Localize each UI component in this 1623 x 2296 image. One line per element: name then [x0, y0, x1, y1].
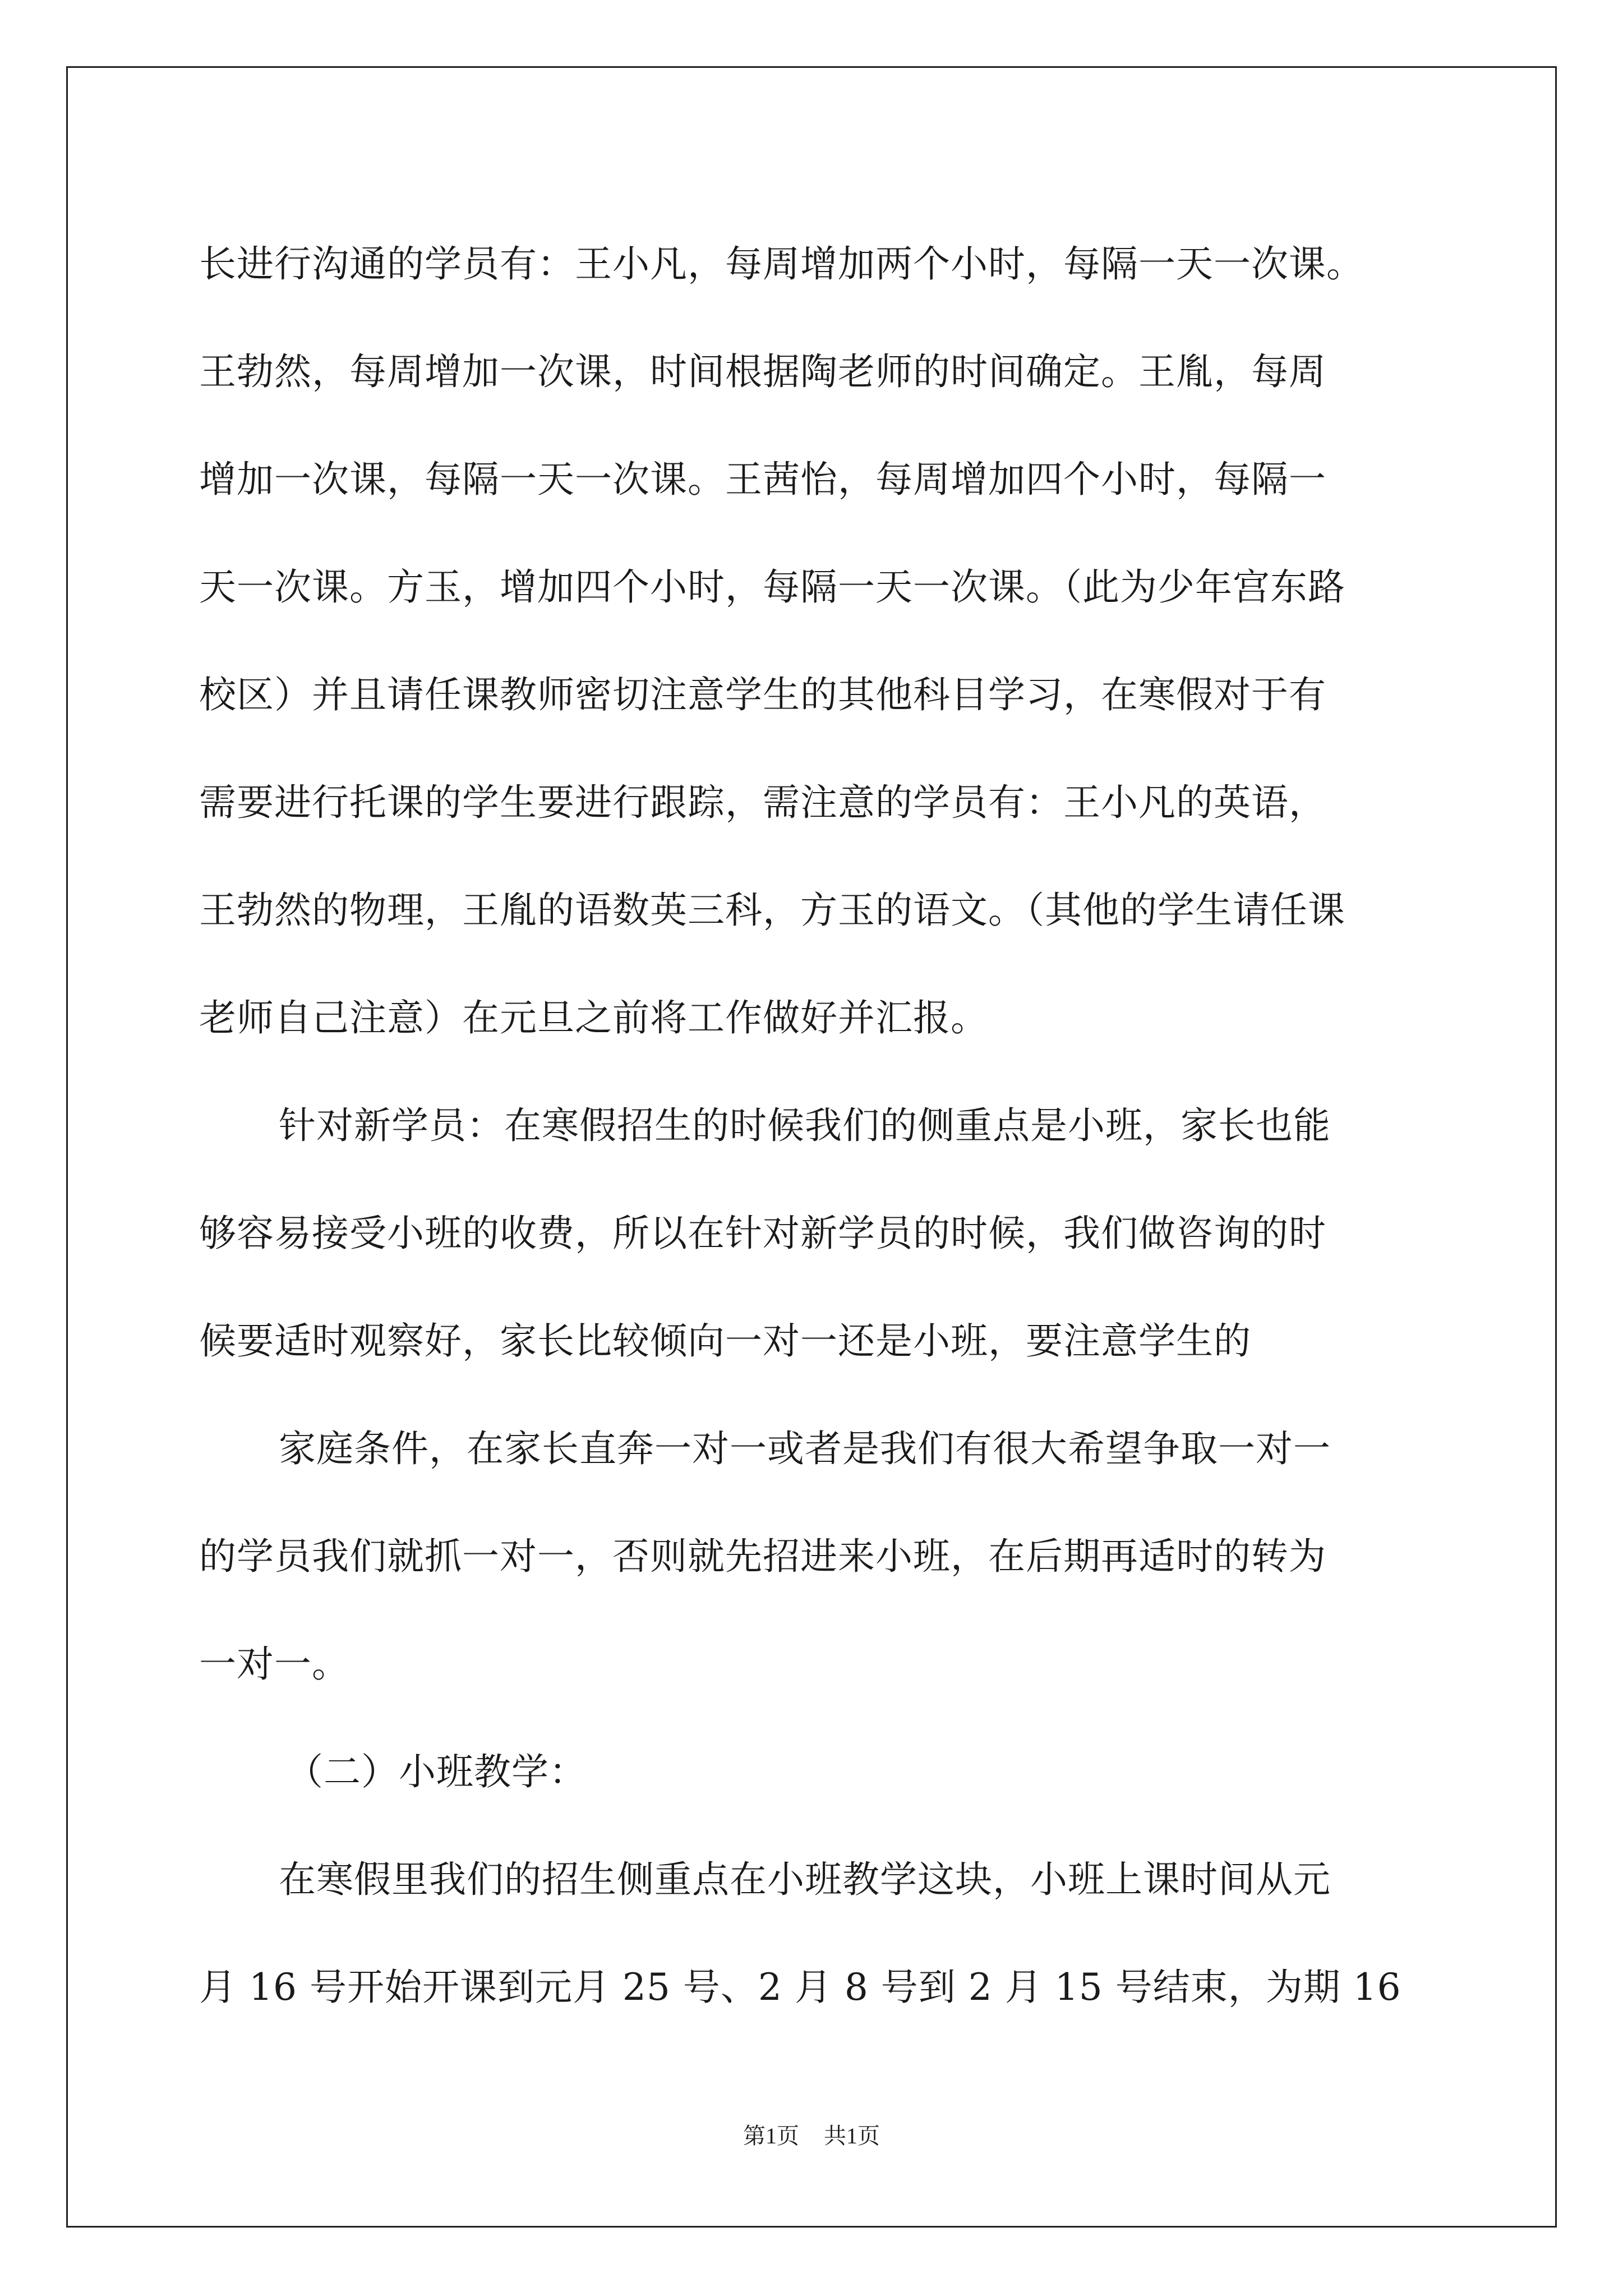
text-line: 够容易接受小班的收费，所以在针对新学员的时候，我们做咨询的时 [199, 1212, 1326, 1255]
section-heading: （二）小班教学： [286, 1750, 587, 1793]
text-line: 老师自己注意）在元旦之前将工作做好并汇报。 [199, 996, 988, 1039]
page-number-current: 第1页 [743, 2123, 799, 2148]
text-line: 需要进行托课的学生要进行跟踪，需注意的学员有：王小凡的英语， [199, 781, 1326, 824]
text-line: 长进行沟通的学员有：王小凡，每周增加两个小时，每隔一天一次课。 [199, 242, 1364, 286]
text-line: 月 16 号开始开课到元月 25 号、2 月 8 号到 2 月 15 号结束，为期 16 [199, 1966, 1401, 2009]
paragraph-start-line: 在寒假里我们的招生侧重点在小班教学这块，小班上课时间从元 [279, 1858, 1331, 1901]
text-line: 王勃然，每周增加一次课，时间根据陶老师的时间确定。王胤，每周 [199, 350, 1326, 393]
text-line: 校区）并且请任课教师密切注意学生的其他科目学习，在寒假对于有 [199, 673, 1326, 716]
page-footer [0, 2119, 1623, 2153]
paragraph-start-line: 针对新学员：在寒假招生的时候我们的侧重点是小班，家长也能 [279, 1104, 1331, 1147]
text-line: 增加一次课，每隔一天一次课。王茜怡，每周增加四个小时，每隔一 [199, 458, 1326, 501]
text-line: 一对一。 [199, 1642, 349, 1686]
page-number-total: 共1页 [824, 2123, 880, 2148]
text-line: 王勃然的物理，王胤的语数英三科，方玉的语文。（其他的学生请任课 [199, 889, 1345, 932]
text-line: 候要适时观察好，家长比较倾向一对一还是小班，要注意学生的 [199, 1319, 1251, 1363]
document-body [199, 210, 1422, 2041]
paragraph-start-line: 家庭条件，在家长直奔一对一或者是我们有很大希望争取一对一 [279, 1427, 1331, 1470]
text-line: 天一次课。方玉，增加四个小时，每隔一天一次课。（此为少年宫东路 [199, 565, 1345, 609]
text-line: 的学员我们就抓一对一，否则就先招进来小班，在后期再适时的转为 [199, 1535, 1326, 1578]
